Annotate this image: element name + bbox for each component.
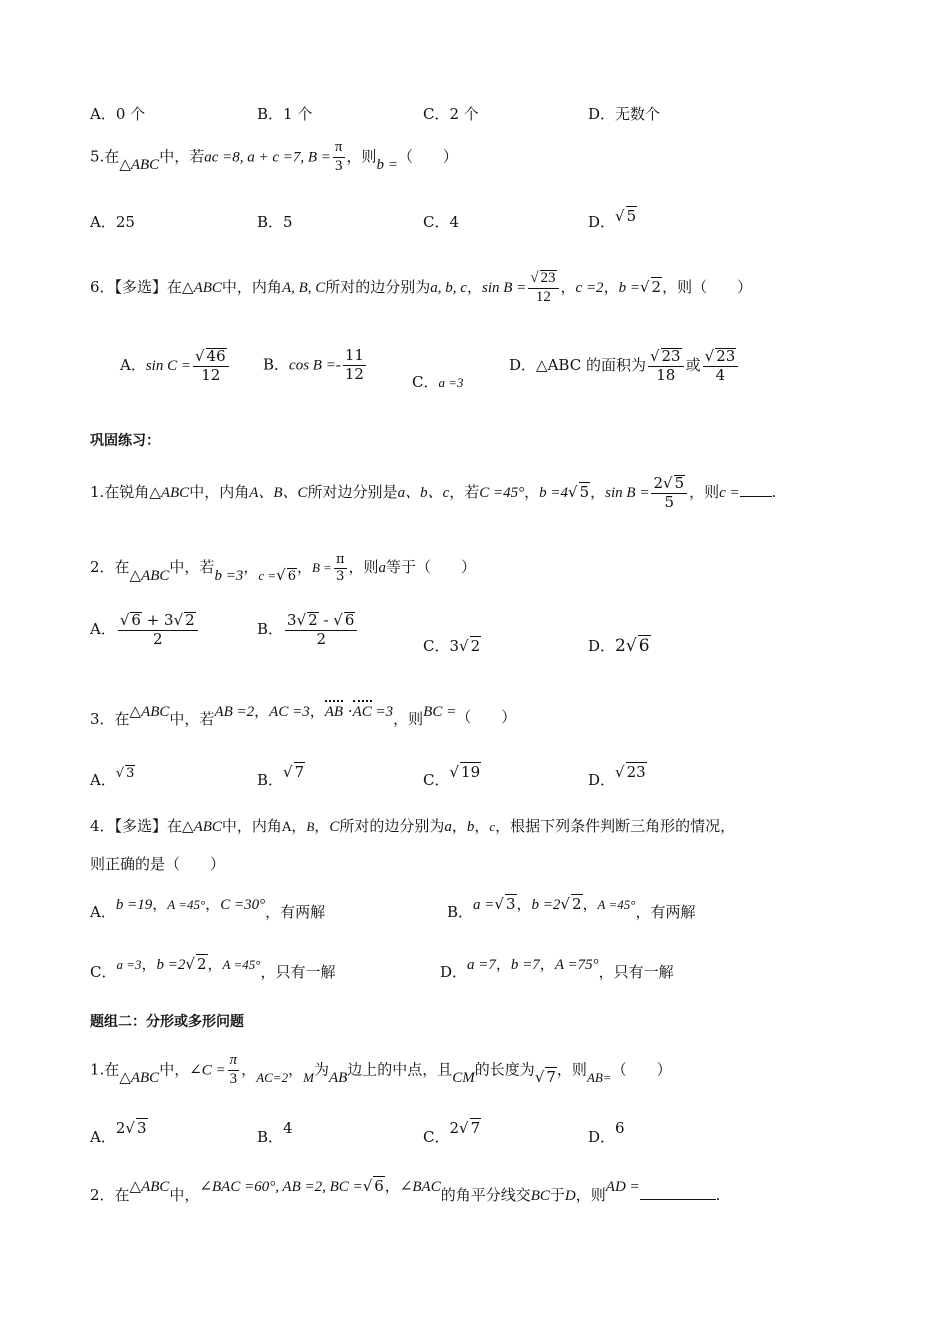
answer-paren: （ ） [456,708,517,726]
dot-operator: · [343,702,353,720]
question-number: 3．在 [90,710,130,728]
option-a: A．2√ 3 [90,1119,147,1146]
fraction: $\frac{√ 23}{12}$ [528,270,558,306]
triangle-label: △ABC [149,484,190,501]
side: a [444,819,452,835]
value: a =7 [467,957,496,973]
option-a: A．√ 3 [90,766,135,789]
radicand: 6 [287,569,296,585]
option-label: A． [90,1128,116,1146]
result: ，有两解 [265,903,326,921]
text: 所对边分别是 [307,482,398,501]
radicand: 2 [196,955,207,973]
point-d: D [564,1188,576,1204]
plus: + 3 [141,611,174,629]
value: A =45° [222,957,261,972]
option-a [120,348,231,384]
radicand: 23 [661,347,681,365]
text: 的长度为 [474,1060,535,1079]
option-a [90,612,200,648]
option-b: B．1 个 [257,105,313,123]
text: △ABC 的面积为 [536,355,646,374]
text: ，则 [346,147,377,166]
side: c [489,819,496,834]
denominator: 12 [201,365,221,384]
sides: a、b、c [397,484,450,501]
side: b [466,819,475,835]
triangle-label: △ABC [119,157,160,174]
coefficient: 2 [653,474,663,492]
value: A =45° [167,897,206,912]
fraction: $\frac{√ 46}{12}$ [193,348,229,384]
radicand: 19 [461,763,481,781]
option-label: B． [257,1128,284,1146]
answer-blank[interactable] [640,1199,716,1200]
exercise-3: 3．在△ABC中，若AB =2，AC =3，AB ·AC =3，则BC =（ ） [90,702,517,728]
radicand: 2 [470,637,481,655]
numerator: π [228,1053,240,1071]
triangle-label: △ABC [129,568,170,585]
option-c: C．3√ 2 [423,637,481,655]
radicand: 7 [294,763,305,781]
option-label: B． [447,903,474,921]
radicand: 2 [185,611,195,629]
value: A =45° [597,897,636,912]
denominator: 2 [153,629,163,648]
option-b [257,1117,293,1146]
fraction [334,553,347,583]
fraction: $\frac{√ 6 + 3√ 2}{2}$ [118,612,198,648]
value: a =3 [116,957,142,972]
value: =3 [371,704,394,720]
value: b =2 [531,897,561,913]
exercise-4: 4．【多选】在△ABC中，内角A，B，C所对的边分别为a，b，c，根据下列条件判断三角形的情况， [90,817,736,835]
denominator: 18 [656,365,676,384]
group2-question-2: 2．在△ABC中，∠BAC =60°, AB =2, BC =√ 6，∠BAC的角平分线交BC于D，则AD = . [90,1177,721,1204]
radicand: 7 [546,1068,556,1087]
fraction: $\frac{3√ 2 - √ 6}{2}$ [285,612,357,648]
angle-c: ∠C = [189,1062,226,1079]
text: ，则 [348,558,379,577]
ac-value: AC=2 [256,1070,289,1086]
triangle-label: △ABC [182,279,222,296]
value: a =3 [438,375,464,390]
radicand: 6 [374,1177,384,1195]
b-value: b =4 [539,484,569,501]
option-d [588,1117,625,1146]
text: ，若 [449,482,480,501]
text: 为 [313,1060,329,1079]
text: 等于（ ） [386,558,477,577]
value: A =75° [554,957,599,973]
radicand: 6 [131,611,141,629]
angle: B [306,819,315,834]
triangle-label: △ABC [182,819,222,835]
segment-ab: AB [328,1070,348,1087]
option-label: C． [423,1128,450,1146]
fraction: $\frac{2√ 5}{5}$ [651,475,687,511]
option-label: D． [588,771,616,789]
period: . [771,482,777,501]
coefficient: 2 [449,1119,460,1137]
option-c: C．4 [423,213,460,231]
option-d: D．√ 23 [588,763,646,789]
option-b: B．√ 7 [257,763,305,789]
triangle-label: △ABC [129,704,170,720]
option-d: D．2√ 6 [588,636,650,656]
value: b =2 [156,957,186,973]
triangle-label: △ABC [129,1179,170,1195]
option-b [263,348,368,383]
question-number: 4．【多选】在 [90,817,183,835]
denominator: 4 [715,365,726,384]
radicand: 23 [540,270,556,286]
coefficient: 2 [115,1119,126,1137]
option-label: B． [257,771,284,789]
angle-b: B = [311,560,332,576]
option-b: B．5 [257,213,293,231]
lhs: sin C = [145,357,191,374]
text: 边上的中点，且 [347,1060,453,1079]
fraction [333,140,345,175]
text: 中，若 [159,147,205,166]
denominator: 2 [316,629,326,648]
c-unknown: c = [719,484,740,501]
option-c: C．2√ 7 [423,1119,481,1146]
vector-ab: AB [324,704,344,720]
option-label: D． [588,1128,616,1146]
radicand: 5 [579,482,590,501]
question-5 [90,140,458,175]
radicand: 6 [638,636,650,656]
value: C =30° [220,897,266,913]
text: ，根据下列条件判断三角形的情况， [495,817,736,835]
denominator: 12 [535,288,551,305]
radicand: 23 [716,347,736,365]
segment-cm: CM [452,1070,475,1087]
option-label: B． [257,619,284,638]
text: ，则 [689,482,720,501]
section-heading: 题组二：分形或多形问题 [90,1014,244,1030]
angle: C [329,819,340,835]
answer-paren: （ ） [611,1060,672,1079]
radicand: 2 [571,895,582,913]
angles: A, B, C [281,279,326,296]
text: 中，若 [169,558,215,577]
option-c: C．√ 19 [423,763,481,789]
radicand: 2 [308,611,318,629]
ad-unknown: AD = [605,1179,640,1195]
point-m: M [303,1070,314,1086]
text: 中，内角 [221,277,282,296]
text: ，则 [393,710,424,728]
option-d [509,348,740,384]
sine-b: sin B = [605,484,650,501]
value: 4 [283,1119,293,1137]
radicand: 3 [126,766,135,781]
numerator: π [333,140,345,158]
ac-value: AC =3 [269,704,310,720]
text: 所对的边分别为 [325,277,431,296]
angles: A、B、C [249,484,308,501]
radicand: 3 [505,895,516,913]
sine-b: sin B = [481,279,527,296]
ab-value: AB =2 [214,704,255,720]
radicand: 23 [626,763,646,781]
option-label: D． [440,963,468,981]
option-label: D． [588,637,616,655]
unknown: b = [376,157,398,174]
exercise-4-line2: 则正确的是（ ） [90,855,226,873]
question-number: 1.在锐角 [90,482,150,501]
denominator: 12 [344,364,364,383]
option-c [412,371,464,392]
denominator: 3 [334,157,343,174]
text: 中，若 [169,710,215,728]
question-6: 6．【多选】在△ABC中，内角A, B, C所对的边分别为a, b, c，sin B = $\frac{√ 23}{12}$ ，c =2，b =√ 2，则（ ） [90,270,753,305]
fraction [343,348,366,383]
value: 6 [615,1119,625,1137]
text: ，则 [556,1060,587,1079]
radicand: 3 [136,1119,147,1137]
radicand: 5 [674,474,685,492]
coefficient: 2 [615,636,626,656]
text: 中，内角 [189,482,250,501]
text: 于 [549,1186,565,1204]
coefficient: 3 [449,637,460,655]
fraction [228,1053,240,1088]
value: b =7 [510,957,540,973]
value: b =19 [115,897,153,913]
triangle-label: △ABC [119,1070,160,1087]
answer-blank[interactable] [740,496,772,497]
numerator: 11 [344,346,364,364]
c-value: c =2 [575,279,604,296]
question-number: 6．【多选】在 [90,277,183,296]
option-label: B． [263,355,290,374]
question-number: 1.在 [90,1060,120,1079]
radicand: 2 [651,277,662,296]
option-label: C． [423,637,450,655]
b-value: b =3 [214,568,244,585]
question-number: 2．在 [90,558,130,577]
denominator: 3 [229,1070,238,1087]
b-value: b = [618,279,640,296]
answer-paren: （ ） [397,147,458,166]
unknown: a [378,560,387,577]
angle: A [281,820,292,835]
angle-c: C =45° [479,484,525,501]
option-label: A． [120,355,146,374]
vector-ac: AC [352,704,372,720]
period: . [715,1186,721,1204]
denominator: 5 [664,492,675,511]
option-label: D． [588,213,616,231]
option-label: C． [412,373,439,391]
exercise-1: 1.在锐角△ABC中，内角A、B、C所对边分别是a、b、c，若C =45°，b =4√ 5，sin B = $\frac{2√ 5}{5}$ ，则c = . [90,474,777,511]
fraction: $\frac{√ 23}{18}$ [648,348,684,384]
radicand: 6 [344,611,355,629]
coefficient: 3 [287,611,297,629]
option-b [257,612,359,648]
sides: a, b, c [430,279,467,296]
option-label: C． [423,771,450,789]
lhs: cos B =- [289,357,341,374]
condition: ∠BAC =60°, AB =2, BC = [199,1179,363,1195]
radicand: 7 [470,1119,481,1137]
option-a: A．0 个 [90,105,146,123]
text: 的角平分线交 [440,1186,531,1204]
text: 中， [169,1186,200,1204]
exercise-2: 2．在△ABC中，若b =3，c =√ 6，B = $\frac{\pi}{3}$ ，则a等于（ ） [90,552,477,585]
option-d: D．无数个 [588,105,661,123]
ab-unknown: AB= [586,1070,612,1086]
result: ，只有一解 [260,963,336,981]
question-number: 5.在 [90,147,120,166]
radicand: 46 [206,347,226,365]
result: ，有两解 [635,903,696,921]
option-b: B．a =√ 3，b =2√ 2，A =45°，有两解 [447,895,696,921]
result: ，只有一解 [598,963,674,981]
segment-bc: BC [530,1188,550,1204]
section-heading: 巩固练习： [90,433,160,449]
option-label: A． [90,771,116,789]
group2-question-1: 1.在△ABC中，∠C = $\frac{\pi}{3}$ ，AC=2，M为AB边上的中点，且CM的长度为√ 7，则AB=（ ） [90,1052,672,1087]
text: ，则（ ） [662,277,753,296]
option-c: C．a =3，b =2√ 2，A =45°，只有一解 [90,955,336,981]
question-number: 2．在 [90,1186,130,1204]
option-label: C． [90,963,117,981]
bc-unknown: BC = [423,704,457,720]
text: 中， [159,1060,190,1079]
value: a = [473,897,495,913]
option-label: A． [90,903,116,921]
option-a: A．25 [90,213,135,231]
minus: - [318,611,334,629]
condition: ac =8, a + c =7, B = [204,149,331,166]
option-d: D．√ 5 [588,207,637,231]
option-c: C．2 个 [423,105,479,123]
c-value: c = [258,568,277,584]
option-a: A．b =19，A =45°，C =30°，有两解 [90,895,326,921]
text: 所对的边分别为 [339,817,445,835]
radicand: 5 [626,207,637,225]
text: 中，内角 [221,817,282,835]
numerator: π [335,552,345,567]
text: 或 [685,355,701,374]
option-label: A． [90,619,116,638]
option-d: D．a =7，b =7，A =75°，只有一解 [440,955,674,981]
text: ，则 [575,1186,606,1204]
option-label: D． [509,355,537,374]
angle: ∠BAC [399,1179,441,1195]
fraction: $\frac{√ 23}{4}$ [703,348,739,384]
denominator: 3 [336,568,345,584]
